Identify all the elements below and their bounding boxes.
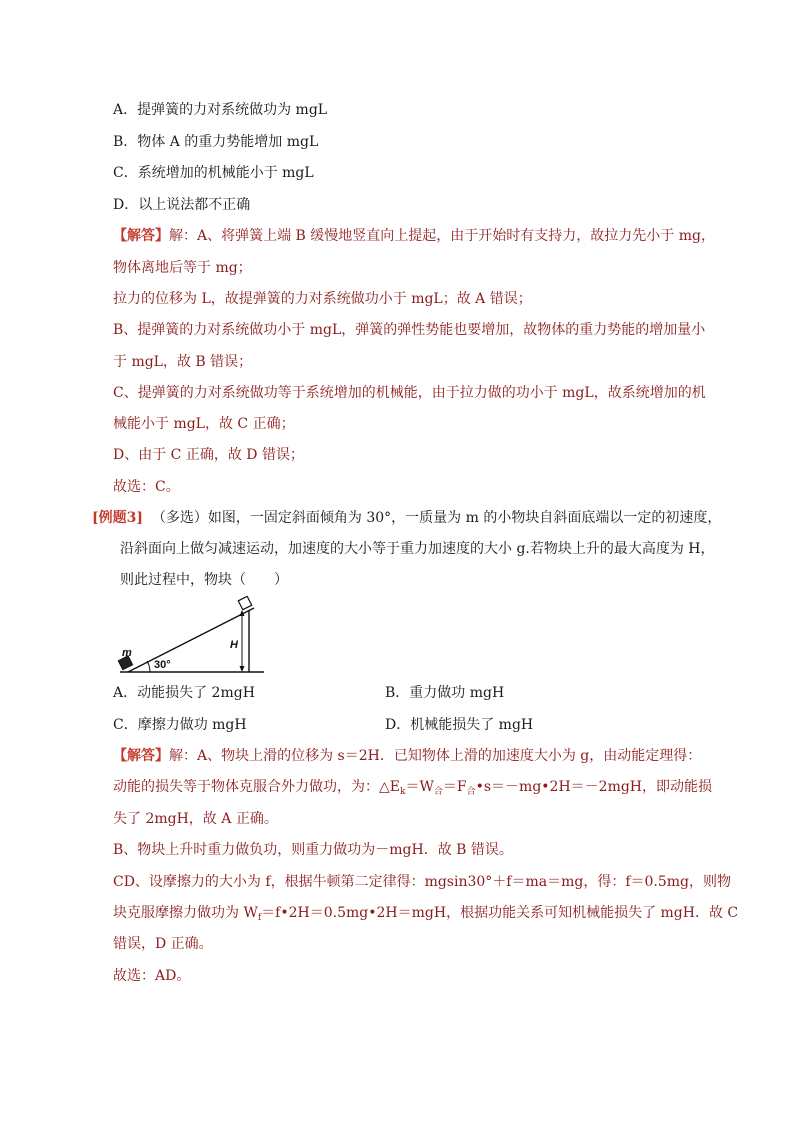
answer-text: •s＝－mg•2H＝－2mgH，即动能损 — [475, 779, 713, 795]
answer-text: 解：A、将弹簧上端 B 缓慢地竖直向上提起，由于开始时有支持力，故拉力先小于 mg， — [169, 228, 715, 244]
angle-label: 30° — [154, 659, 171, 671]
subscript: f — [257, 913, 262, 923]
subscript: 合 — [466, 787, 476, 797]
example3-stem-line-3: 则此过程中，物块（ ） — [120, 572, 288, 588]
q2-option-c: C．系统增加的机械能小于 mgL — [113, 165, 314, 181]
example3-option-a: A．动能损失了 2mgH — [113, 685, 255, 701]
q2-answer-line-9: 故选：C。 — [113, 479, 180, 495]
q2-answer-line-1 — [113, 227, 715, 245]
example3-option-d: D．机械能损失了 mgH — [385, 717, 534, 733]
answer-tag: 【解答】 — [113, 228, 169, 244]
q2-answer-line-7: 械能小于 mgL，故 C 正确； — [113, 416, 295, 432]
height-label: H — [230, 639, 238, 651]
answer-text: 块克服摩擦力做功为 W — [113, 905, 258, 921]
example3-stem-line-2: 沿斜面向上做匀减速运动，加速度的大小等于重力加速度的大小 g.若物块上升的最大高度为 H， — [120, 541, 715, 557]
answer-text: ＝F — [442, 779, 467, 795]
example3-answer-line-6 — [113, 904, 738, 927]
answer-text: ＝W — [405, 779, 434, 795]
subscript: 合 — [433, 787, 443, 797]
answer-tag: 【解答】 — [113, 748, 169, 764]
q2-answer-line-8: D、由于 C 正确，故 D 错误； — [113, 447, 304, 463]
example3-answer-line-5: CD、设摩擦力的大小为 f，根据牛顿第二定律得：mgsin30°＋f＝ma＝mg，得：f＝0.5mg，则物 — [113, 874, 732, 890]
q2-answer-line-4: B、提弹簧的力对系统做功小于 mgL，弹簧的弹性势能也要增加，故物体的重力势能的增加量小 — [113, 322, 706, 338]
q2-answer-line-3: 拉力的位移为 L，故提弹簧的力对系统做功小于 mgL；故 A 错误； — [113, 291, 532, 307]
example3-answer-line-7: 错误，D 正确。 — [113, 936, 213, 952]
answer-text: 动能的损失等于物体克服合外力做功，为：△E — [113, 779, 400, 795]
example3-stem-text: （多选）如图，一固定斜面倾角为 30°，一质量为 m 的小物块自斜面底端以一定的初速度， — [151, 510, 722, 526]
example3-option-b: B．重力做功 mgH — [385, 685, 505, 701]
incline-diagram — [114, 596, 274, 676]
q2-option-a: A．提弹簧的力对系统做功为 mgL — [113, 102, 328, 118]
q2-answer-line-2: 物体离地后等于 mg； — [113, 260, 252, 276]
example3-answer-line-3: 失了 2mgH，故 A 正确。 — [113, 811, 278, 827]
subscript: k — [400, 787, 406, 797]
answer-text: ＝f•2H＝0.5mg•2H＝mgH，根据功能关系可知机械能损失了 mgH．故 C — [261, 905, 739, 921]
example3-answer-line-8: 故选：AD。 — [113, 968, 191, 984]
example3-answer-line-2 — [113, 778, 712, 801]
example3-stem-line-1 — [92, 509, 721, 527]
example3-answer-line-4: B、物块上升时重力做负功，则重力做功为－mgH．故 B 错误。 — [113, 842, 513, 858]
example-tag: [例题3] — [92, 510, 143, 526]
q2-option-b: B．物体 A 的重力势能增加 mgL — [113, 134, 319, 150]
example3-option-c: C．摩擦力做功 mgH — [113, 717, 247, 733]
mass-label: m — [122, 647, 132, 659]
answer-text: 解：A、物块上滑的位移为 s＝2H．已知物体上滑的加速度大小为 g，由动能定理得： — [169, 748, 702, 764]
q2-answer-line-6: C、提弹簧的力对系统做功等于系统增加的机械能，由于拉力做的功小于 mgL，故系统增加的机 — [113, 385, 706, 401]
example3-answer-line-1 — [113, 747, 701, 765]
q2-answer-line-5: 于 mgL，故 B 错误； — [113, 354, 253, 370]
q2-option-d: D．以上说法都不正确 — [113, 197, 251, 213]
